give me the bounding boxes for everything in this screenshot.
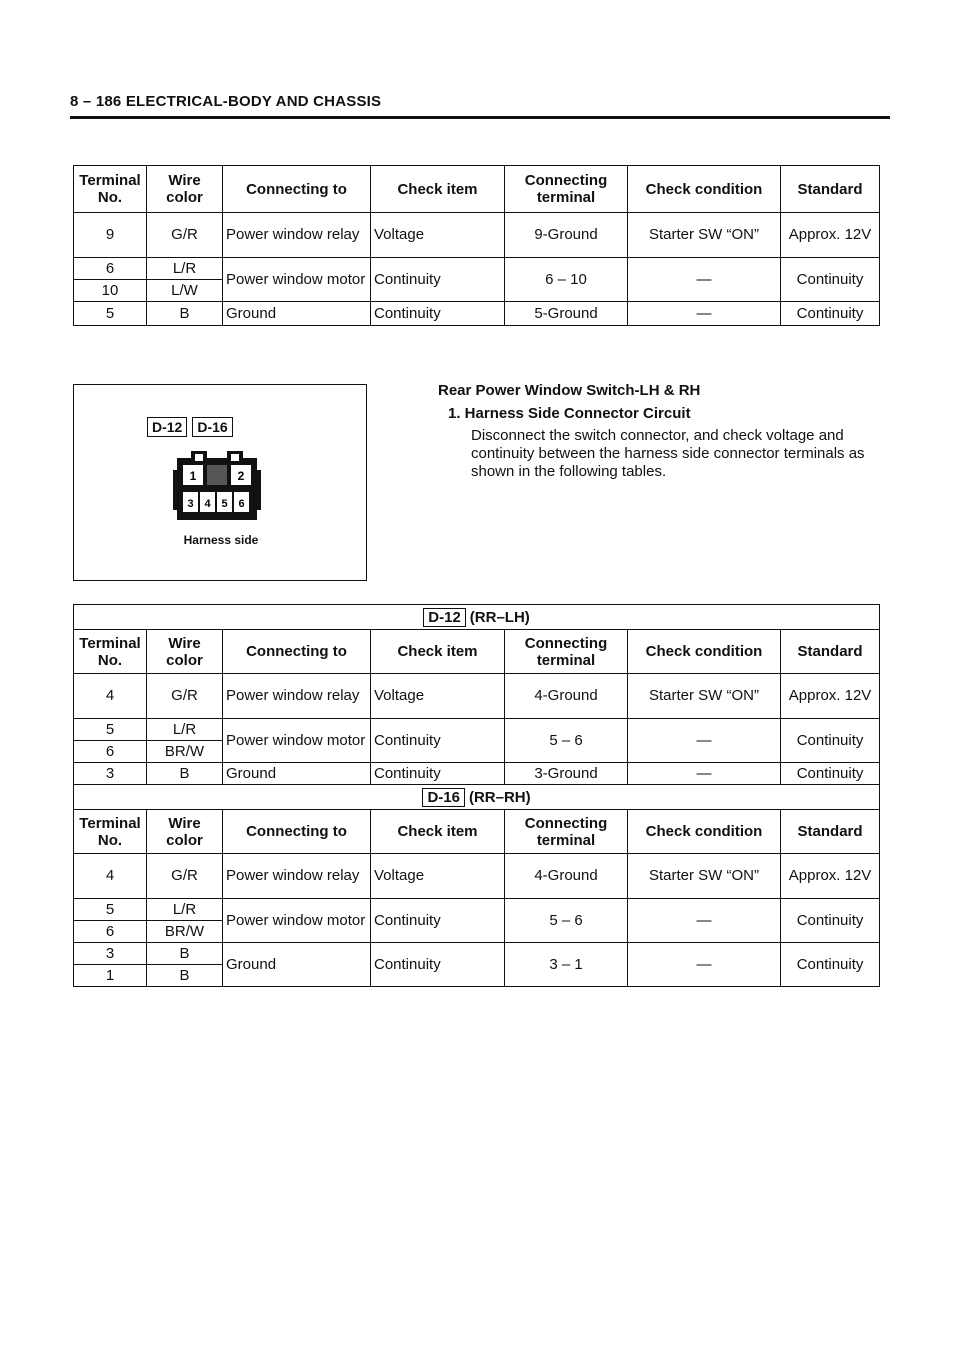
connecting-to-cell: Power window motor (223, 258, 371, 302)
col-connecting-terminal-header: Connecting terminal (505, 166, 628, 213)
caption-rr-lh (74, 605, 880, 630)
connecting-to-cell: Ground (223, 763, 371, 785)
check-item-cell: Continuity (371, 899, 505, 943)
connecting-terminal-cell: 5 – 6 (505, 899, 628, 943)
connecting-terminal-cell: 3 – 1 (505, 943, 628, 987)
col-check-item-header: Check item (371, 810, 505, 854)
wire-cell: B (147, 302, 223, 326)
table-row (74, 213, 880, 258)
col-connecting-to-header: Connecting to (223, 166, 371, 213)
check-item-cell: Continuity (371, 719, 505, 763)
terminal-cell: 1 (74, 965, 147, 987)
wire-cell: B (147, 763, 223, 785)
pin-6-label: 6 (238, 498, 245, 510)
pin-1-label: 1 (189, 469, 197, 483)
col-standard-header: Standard (781, 810, 880, 854)
connecting-terminal-cell: 9-Ground (505, 213, 628, 258)
front-switch-table (73, 165, 880, 326)
connector-tag-d12: D-12 (147, 417, 187, 437)
standard-cell: Approx. 12V (781, 854, 880, 899)
wire-cell: G/R (147, 854, 223, 899)
col-wire-header: Wire color (147, 630, 223, 674)
col-check-condition-header: Check condition (628, 166, 781, 213)
check-item-cell: Voltage (371, 213, 505, 258)
condition-cell: Starter SW “ON” (628, 854, 781, 899)
table-row (74, 258, 880, 280)
pin-blank (207, 465, 227, 485)
connecting-to-cell: Ground (223, 943, 371, 987)
terminal-cell: 4 (74, 854, 147, 899)
condition-cell: Starter SW “ON” (628, 674, 781, 719)
wire-cell: B (147, 943, 223, 965)
page-header: 8 – 186 ELECTRICAL-BODY AND CHASSIS (70, 93, 382, 110)
rear-switch-table (73, 604, 880, 987)
connecting-to-cell: Ground (223, 302, 371, 326)
check-item-cell: Voltage (371, 854, 505, 899)
table-row (74, 943, 880, 965)
harness-side-label: Harness side (183, 533, 259, 547)
col-connecting-terminal-header: Connecting terminal (505, 630, 628, 674)
wire-cell: G/R (147, 674, 223, 719)
table-row (74, 674, 880, 719)
standard-cell: Continuity (781, 719, 880, 763)
pin-4-label: 4 (204, 498, 211, 510)
terminal-cell: 3 (74, 943, 147, 965)
connector-tag: D-16 (422, 788, 465, 807)
condition-cell: — (628, 943, 781, 987)
col-wire-header: Wire color (147, 166, 223, 213)
check-item-cell: Continuity (371, 763, 505, 785)
col-terminal-header: Terminal No. (74, 630, 147, 674)
connecting-terminal-cell: 4-Ground (505, 674, 628, 719)
check-item-cell: Voltage (371, 674, 505, 719)
pin-5-label: 5 (221, 498, 228, 510)
caption-text: (RR–LH) (469, 608, 530, 626)
section-text (438, 382, 888, 481)
caption-text: (RR–RH) (468, 788, 531, 806)
connecting-terminal-cell: 4-Ground (505, 854, 628, 899)
terminal-cell: 5 (74, 302, 147, 326)
connector-diagram (73, 384, 367, 581)
connector-tag-d16: D-16 (192, 417, 232, 437)
col-check-item-header: Check item (371, 166, 505, 213)
wire-cell: BR/W (147, 741, 223, 763)
connecting-to-cell: Power window relay (223, 213, 371, 258)
col-standard-header: Standard (781, 166, 880, 213)
col-check-condition-header: Check condition (628, 630, 781, 674)
wire-cell: BR/W (147, 921, 223, 943)
connecting-terminal-cell: 6 – 10 (505, 258, 628, 302)
col-connecting-terminal-header: Connecting terminal (505, 810, 628, 854)
col-standard-header: Standard (781, 630, 880, 674)
connecting-to-cell: Power window motor (223, 899, 371, 943)
col-connecting-to-header: Connecting to (223, 810, 371, 854)
table-row (74, 302, 880, 326)
table-row (74, 719, 880, 741)
condition-cell: Starter SW “ON” (628, 213, 781, 258)
terminal-cell: 6 (74, 921, 147, 943)
col-terminal-header: Terminal No. (74, 166, 147, 213)
table-row (74, 854, 880, 899)
wire-cell: G/R (147, 213, 223, 258)
section-body: Disconnect the switch connector, and check voltage and continuity between the harness side connector terminals as shown in the following tables. (471, 427, 865, 480)
pin-2-label: 2 (237, 469, 245, 483)
condition-cell: — (628, 899, 781, 943)
wire-cell: L/R (147, 719, 223, 741)
section-subtitle: 1. Harness Side Connector Circuit (448, 405, 691, 422)
connecting-to-cell: Power window motor (223, 719, 371, 763)
connecting-terminal-cell: 5 – 6 (505, 719, 628, 763)
header-rule (70, 116, 890, 119)
standard-cell: Continuity (781, 302, 880, 326)
terminal-cell: 9 (74, 213, 147, 258)
col-check-item-header: Check item (371, 630, 505, 674)
wire-cell: L/R (147, 258, 223, 280)
connecting-to-cell: Power window relay (223, 854, 371, 899)
section-title: Rear Power Window Switch-LH & RH (438, 382, 701, 399)
connecting-terminal-cell: 3-Ground (505, 763, 628, 785)
col-connecting-to-header: Connecting to (223, 630, 371, 674)
caption-rr-rh (74, 785, 880, 810)
condition-cell: — (628, 763, 781, 785)
connecting-to-cell: Power window relay (223, 674, 371, 719)
terminal-cell: 5 (74, 719, 147, 741)
wire-cell: L/W (147, 280, 223, 302)
terminal-cell: 10 (74, 280, 147, 302)
standard-cell: Continuity (781, 899, 880, 943)
check-item-cell: Continuity (371, 302, 505, 326)
caption-row-rr-rh (74, 785, 880, 810)
terminal-cell: 4 (74, 674, 147, 719)
check-item-cell: Continuity (371, 943, 505, 987)
col-check-condition-header: Check condition (628, 810, 781, 854)
condition-cell: — (628, 719, 781, 763)
condition-cell: — (628, 258, 781, 302)
pin-3-label: 3 (187, 498, 194, 510)
condition-cell: — (628, 302, 781, 326)
standard-cell: Approx. 12V (781, 213, 880, 258)
standard-cell: Continuity (781, 763, 880, 785)
connecting-terminal-cell: 5-Ground (505, 302, 628, 326)
connector-tag: D-12 (423, 608, 466, 627)
terminal-cell: 6 (74, 258, 147, 280)
col-wire-header: Wire color (147, 810, 223, 854)
standard-cell: Continuity (781, 258, 880, 302)
terminal-cell: 5 (74, 899, 147, 921)
terminal-cell: 6 (74, 741, 147, 763)
col-terminal-header: Terminal No. (74, 810, 147, 854)
wire-cell: B (147, 965, 223, 987)
caption-row-rr-lh (74, 605, 880, 630)
connector-icon (167, 450, 267, 530)
standard-cell: Approx. 12V (781, 674, 880, 719)
standard-cell: Continuity (781, 943, 880, 987)
wire-cell: L/R (147, 899, 223, 921)
table-row (74, 763, 880, 785)
table-row (74, 899, 880, 921)
check-item-cell: Continuity (371, 258, 505, 302)
terminal-cell: 3 (74, 763, 147, 785)
